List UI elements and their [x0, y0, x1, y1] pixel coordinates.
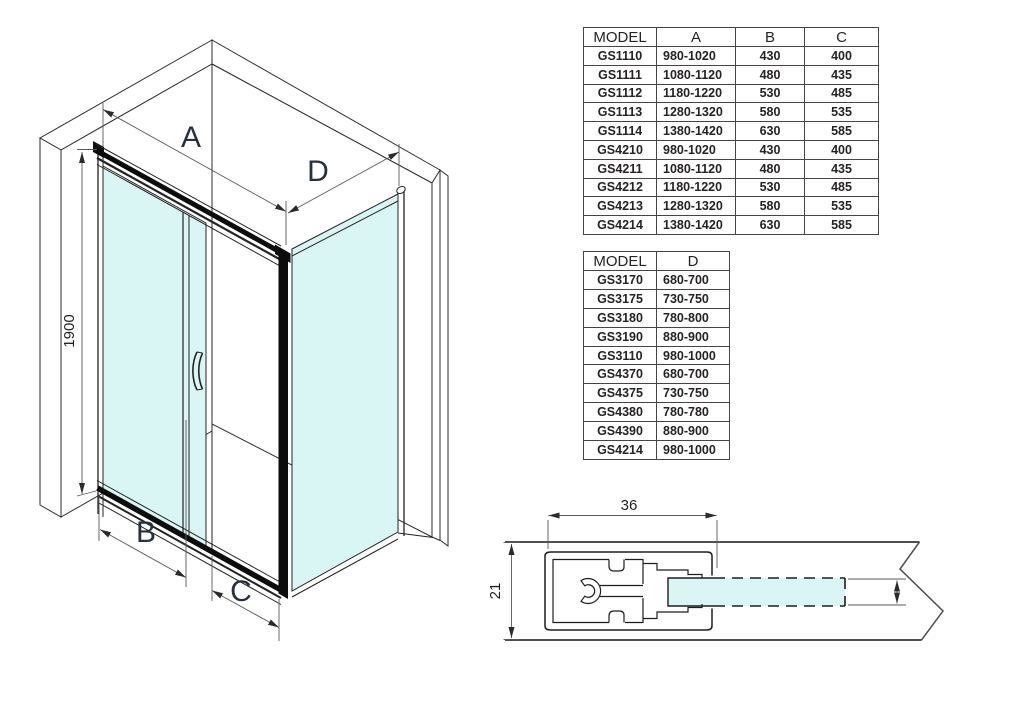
table-cell: GS4211 [584, 159, 657, 178]
table-cell: 780-800 [657, 308, 730, 327]
table-cell: 580 [736, 103, 805, 122]
table-row [584, 103, 879, 122]
table-cell: 1180-1220 [657, 178, 736, 197]
table-cell: 880-900 [657, 422, 730, 441]
table-cell: 630 [736, 216, 805, 235]
table-cell: 400 [805, 140, 879, 159]
table-row [584, 346, 730, 365]
table-cell: 780-780 [657, 403, 730, 422]
table-cell: 1380-1420 [657, 216, 736, 235]
table-row [584, 159, 879, 178]
table-cell: GS4370 [584, 365, 657, 384]
table-row [584, 216, 879, 235]
table-cell: GS4375 [584, 384, 657, 403]
table-cell: 880-900 [657, 327, 730, 346]
dim-label-c: C [230, 575, 252, 608]
table-cell: GS3110 [584, 346, 657, 365]
profile-width-label: 36 [620, 497, 638, 514]
wall-right-base-edge [432, 537, 440, 541]
table-cell: 1280-1320 [657, 103, 736, 122]
table-cell: 430 [736, 47, 805, 66]
table-cell: 680-700 [657, 271, 730, 290]
table-cell: GS3190 [584, 327, 657, 346]
table-row [584, 327, 730, 346]
table-cell: 730-750 [657, 384, 730, 403]
column-header: A [657, 28, 736, 47]
table-row [584, 178, 879, 197]
column-header: MODEL [584, 28, 657, 47]
table-cell: GS4212 [584, 178, 657, 197]
table-cell: 400 [805, 47, 879, 66]
table-cell: 1380-1420 [657, 122, 736, 141]
table-cell: GS3170 [584, 271, 657, 290]
table-cell: 980-1000 [657, 441, 730, 460]
table-row [584, 65, 879, 84]
table-cell: 630 [736, 122, 805, 141]
column-header: B [736, 28, 805, 47]
table-header-row [584, 28, 879, 47]
dim-label-b: B [135, 516, 157, 549]
table-row [584, 308, 730, 327]
table-cell: 585 [805, 216, 879, 235]
table-cell: 535 [805, 197, 879, 216]
table-row [584, 441, 730, 460]
column-header: D [657, 252, 730, 271]
table-cell: 980-1000 [657, 346, 730, 365]
side-glass-panel [292, 194, 398, 591]
table-cell: 535 [805, 103, 879, 122]
section-view [487, 497, 943, 640]
table-cell: GS4214 [584, 441, 657, 460]
corner-post [279, 250, 289, 599]
table-cell: GS4380 [584, 403, 657, 422]
table-cell: 1280-1320 [657, 197, 736, 216]
wall-right-end-face [440, 170, 448, 546]
table-row [584, 84, 879, 103]
table-cell: 980-1020 [657, 47, 736, 66]
dim-label-d: D [307, 155, 329, 188]
table-cell: 530 [736, 178, 805, 197]
table-row [584, 140, 879, 159]
table-cell: 480 [736, 159, 805, 178]
table-cell: 485 [805, 178, 879, 197]
dim-label-a: A [180, 121, 202, 154]
size-table-d [583, 251, 730, 460]
column-header: MODEL [584, 252, 657, 271]
table-header-row [584, 252, 730, 271]
table-row [584, 365, 730, 384]
table-cell: GS4210 [584, 140, 657, 159]
table-cell: GS3175 [584, 289, 657, 308]
height-dim-label: 1900 [61, 314, 78, 348]
profile-depth-label: 21 [487, 582, 504, 600]
fixed-glass-panel [103, 166, 206, 549]
table-cell: 485 [805, 84, 879, 103]
table-cell: 435 [805, 65, 879, 84]
size-table-abc [583, 27, 879, 235]
table-row [584, 384, 730, 403]
table-cell: 680-700 [657, 365, 730, 384]
table-row [584, 197, 879, 216]
table-cell: GS4213 [584, 197, 657, 216]
table-cell: 430 [736, 140, 805, 159]
table-cell: 1180-1220 [657, 84, 736, 103]
table-cell: 1080-1120 [657, 65, 736, 84]
table-cell: GS4390 [584, 422, 657, 441]
table-row [584, 47, 879, 66]
wall-left-end-face [40, 138, 61, 517]
table-cell: 580 [736, 197, 805, 216]
column-header: C [805, 28, 879, 47]
table-cell: 530 [736, 84, 805, 103]
section-glass [668, 578, 845, 606]
table-cell: GS1113 [584, 103, 657, 122]
table-cell: GS1111 [584, 65, 657, 84]
table-cell: 585 [805, 122, 879, 141]
table-row [584, 271, 730, 290]
table-cell: GS1110 [584, 47, 657, 66]
table-cell: GS4214 [584, 216, 657, 235]
table-cell: 980-1020 [657, 140, 736, 159]
section-break-symbol [900, 542, 943, 640]
table-cell: 730-750 [657, 289, 730, 308]
table-cell: GS1112 [584, 84, 657, 103]
table-cell: 480 [736, 65, 805, 84]
table-row [584, 289, 730, 308]
table-row [584, 422, 730, 441]
table-cell: GS1114 [584, 122, 657, 141]
table-cell: GS3180 [584, 308, 657, 327]
table-row [584, 122, 879, 141]
table-row [584, 403, 730, 422]
table-cell: 435 [805, 159, 879, 178]
table-cell: 1080-1120 [657, 159, 736, 178]
